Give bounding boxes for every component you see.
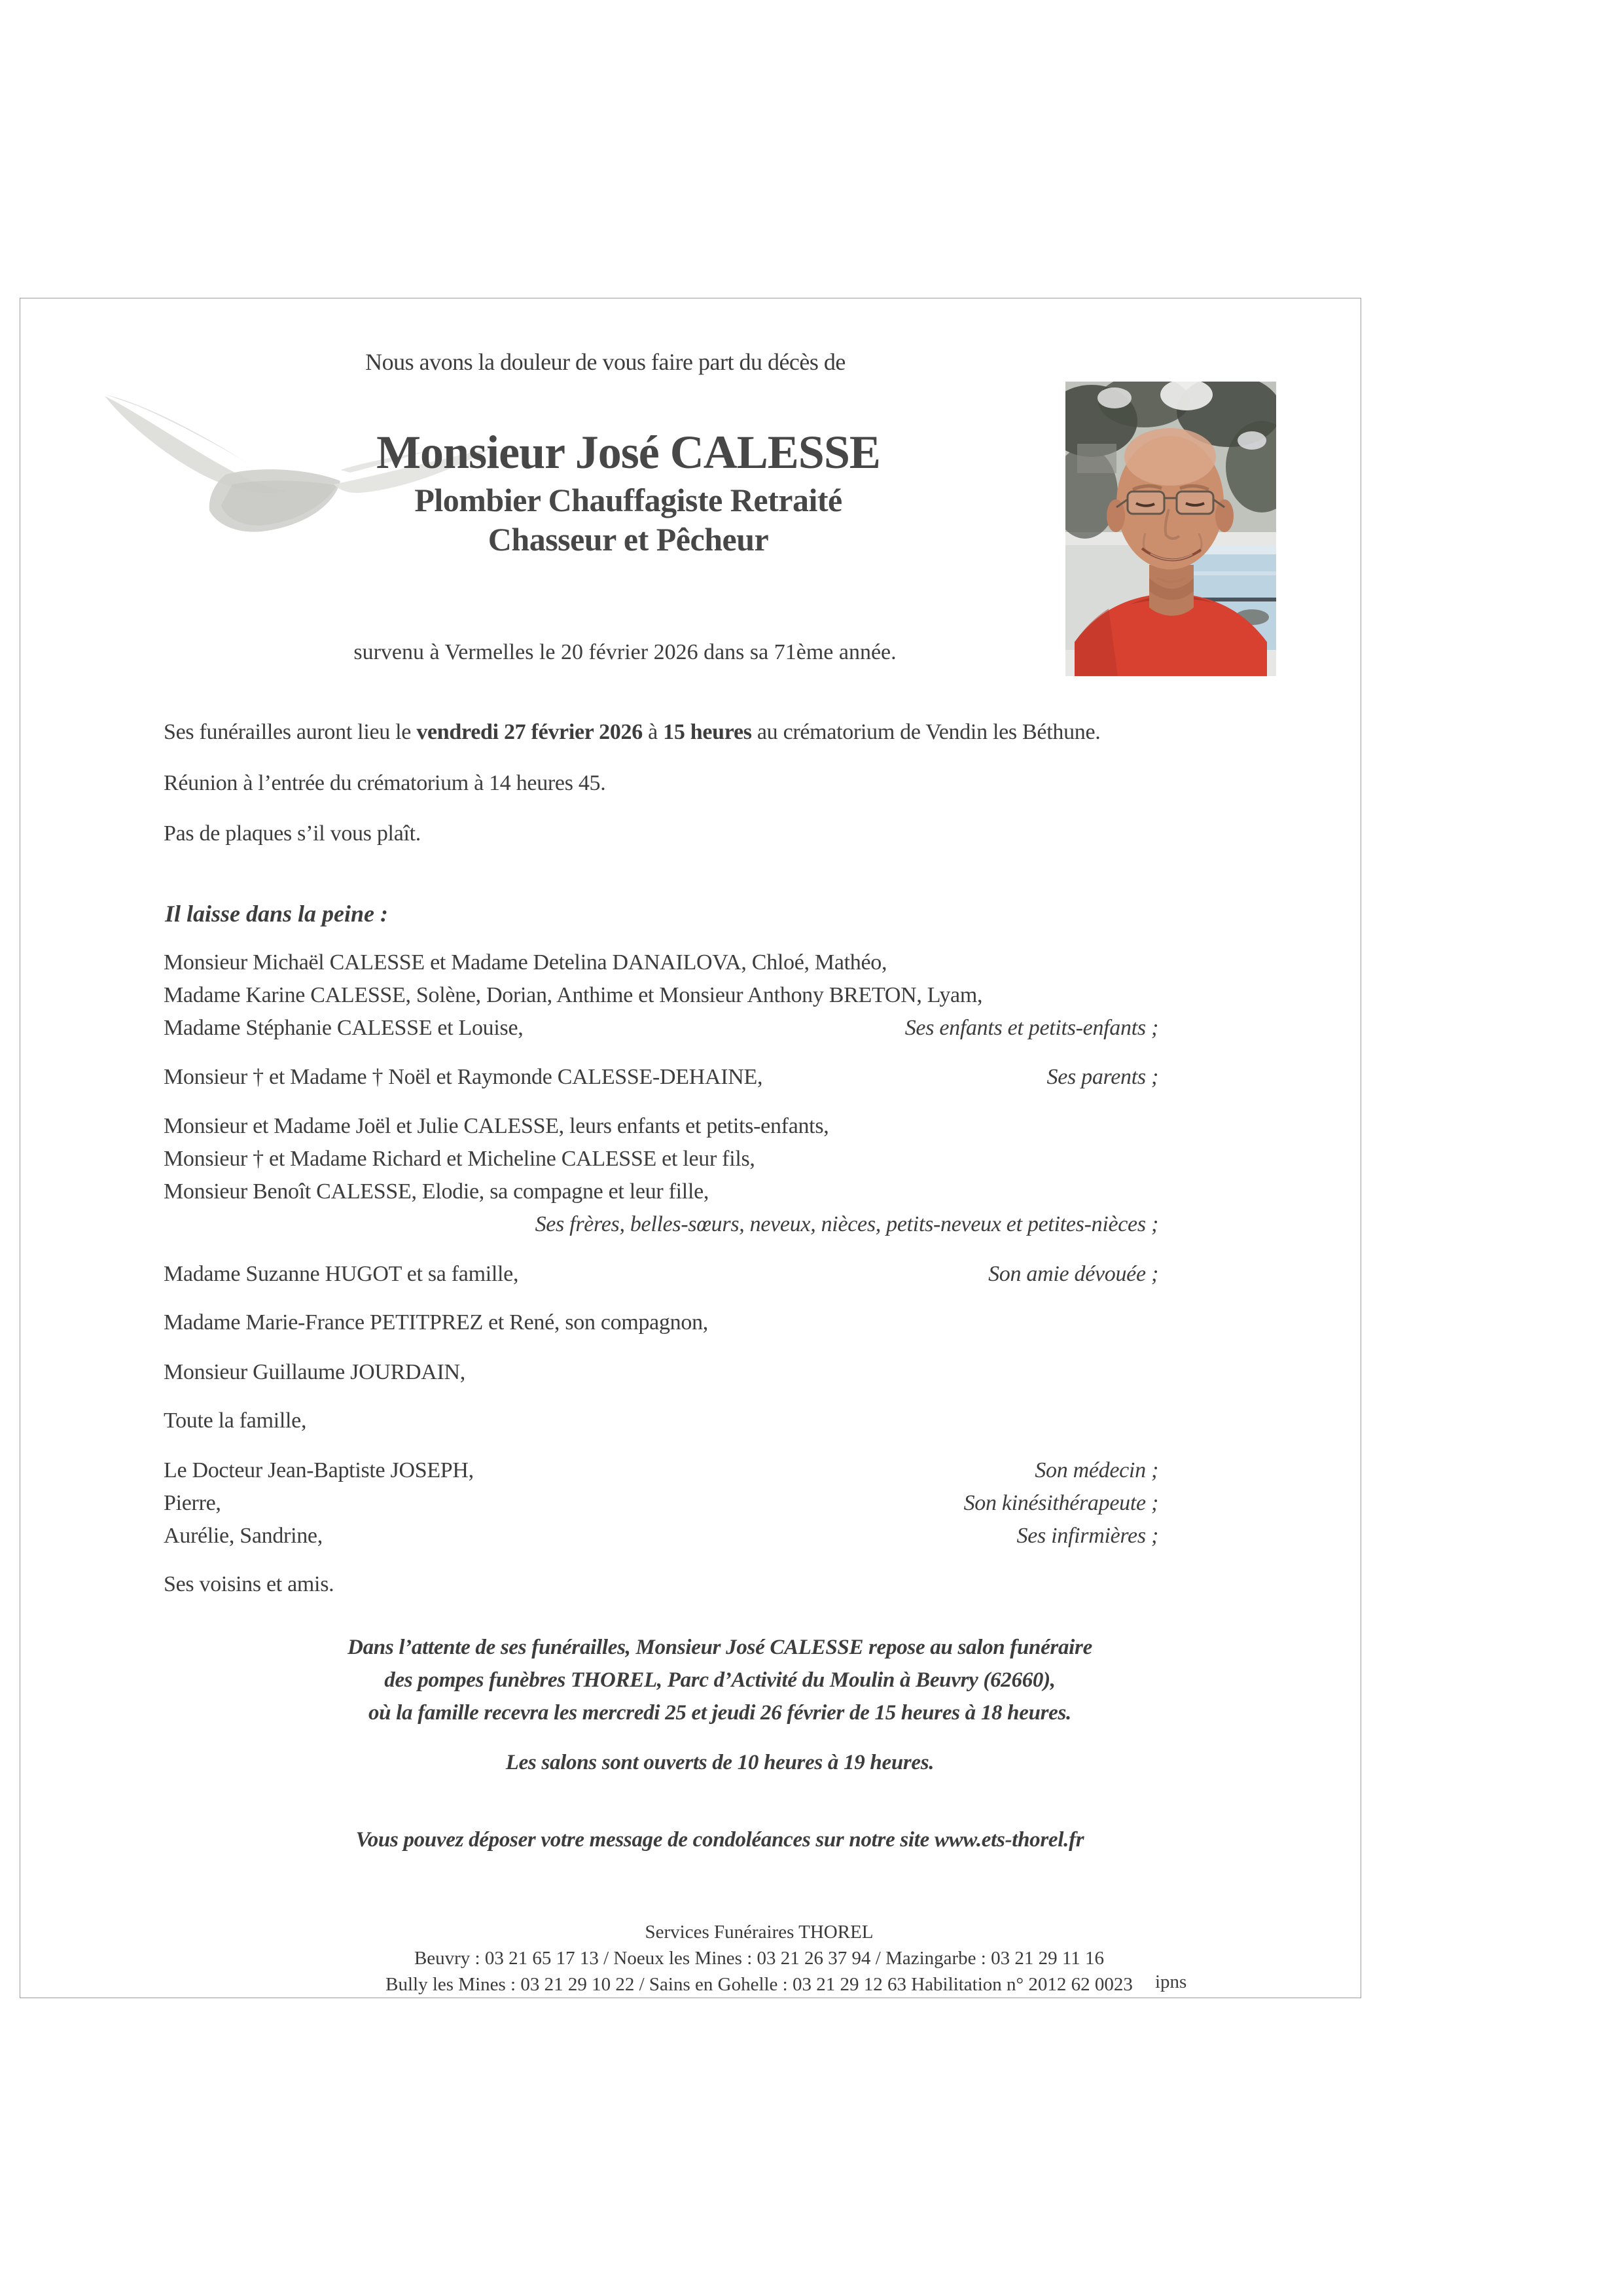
funeral-home-name: Services Funéraires THOREL — [645, 1922, 874, 1943]
mourner-row — [164, 1114, 1158, 1147]
ipns-mark: ipns — [1155, 1971, 1187, 1992]
resting-notice-line2: des pompes funèbres THOREL, Parc d’Activité du Moulin à Beuvry (62660), — [384, 1668, 1056, 1692]
mourner-text: Monsieur Guillaume JOURDAIN, — [164, 1360, 465, 1384]
mourner-relation-label: Son amie dévouée ; — [988, 1262, 1158, 1286]
deceased-hobbies: Chasseur et Pêcheur — [488, 521, 769, 558]
mourner-relation-label: Ses frères, belles-sœurs, neveux, nièces, petits-neveux et petites-nièces ; — [535, 1212, 1158, 1236]
funeral-line-1-pre: Ses funérailles auront lieu le — [164, 720, 417, 744]
funeral-line-1-mid: à — [642, 720, 664, 744]
funeral-line-2: Réunion à l’entrée du crématorium à 14 heures 45. — [164, 771, 606, 795]
mourner-text: Ses voisins et amis. — [164, 1572, 334, 1596]
condolences-line: Vous pouvez déposer votre message de condoléances sur notre site www.ets-thorel.fr — [355, 1828, 1084, 1852]
mourner-text: Monsieur Michaël CALESSE et Madame Detelina DANAILOVA, Chloé, Mathéo, — [164, 950, 887, 975]
mourner-text: Monsieur Benoît CALESSE, Elodie, sa compagne et leur fille, — [164, 1179, 709, 1204]
mourner-row — [164, 1491, 1158, 1524]
mourner-row — [164, 1016, 1158, 1049]
mourner-text: Toute la famille, — [164, 1408, 307, 1433]
mourner-row — [164, 1147, 1158, 1179]
mourner-row — [164, 950, 1158, 983]
salons-hours-line: Les salons sont ouverts de 10 heures à 19 heures. — [505, 1751, 935, 1774]
mourner-relation-label: Ses parents ; — [1046, 1065, 1158, 1089]
mourner-text: Monsieur † et Madame † Noël et Raymonde CALESSE-DEHAINE, — [164, 1065, 763, 1089]
funeral-home-footer — [216, 1919, 1302, 1998]
mourner-row — [164, 983, 1158, 1016]
funeral-date: vendredi 27 février 2026 — [416, 720, 643, 744]
mourner-text: Monsieur † et Madame Richard et Micheline CALESSE et leur fils, — [164, 1147, 755, 1171]
deceased-block — [167, 424, 1090, 559]
mourner-text: Monsieur et Madame Joël et Julie CALESSE, leurs enfants et petits-enfants, — [164, 1114, 829, 1138]
mourner-relation-label: Son kinésithérapeute ; — [963, 1491, 1158, 1515]
death-line: survenu à Vermelles le 20 février 2026 dans sa 71ème année. — [353, 640, 897, 664]
mourner-text: Le Docteur Jean-Baptiste JOSEPH, — [164, 1458, 474, 1482]
funeral-line-3: Pas de plaques s’il vous plaît. — [164, 821, 421, 846]
mourner-row — [164, 1524, 1158, 1556]
mourner-row — [164, 1572, 1158, 1605]
mourner-text: Madame Suzanne HUGOT et sa famille, — [164, 1262, 519, 1286]
intro-line: Nous avons la douleur de vous faire part du décès de — [365, 349, 846, 375]
mourner-text: Madame Stéphanie CALESSE et Louise, — [164, 1016, 524, 1040]
mourner-text: Pierre, — [164, 1491, 221, 1515]
mourner-relation-label: Ses enfants et petits-enfants ; — [904, 1016, 1158, 1040]
resting-notice-line3: où la famille recevra les mercredi 25 et jeudi 26 février de 15 heures à 18 heures. — [368, 1701, 1072, 1725]
deceased-profession: Plombier Chauffagiste Retraité — [414, 482, 842, 518]
mourner-text: Aurélie, Sandrine, — [164, 1524, 323, 1548]
mourner-row — [164, 1179, 1158, 1212]
funeral-time: 15 heures — [663, 720, 752, 744]
mourner-relation-label: Son médecin ; — [1035, 1458, 1158, 1482]
mourner-row — [164, 1408, 1158, 1441]
mourner-relation-label: Ses infirmières ; — [1016, 1524, 1158, 1548]
mourner-row — [164, 1065, 1158, 1098]
mourner-row — [164, 1458, 1158, 1491]
funeral-line-1-post: au crématorium de Vendin les Béthune. — [751, 720, 1101, 744]
funeral-home-phones-2: Bully les Mines : 03 21 29 10 22 / Sains en Gohelle : 03 21 29 12 63 Habilitation n° 2012 62 0023 — [385, 1974, 1133, 1995]
mourners-heading: Il laisse dans la peine : — [165, 901, 389, 927]
resting-notice — [164, 1631, 1276, 1729]
resting-notice-line1: Dans l’attente de ses funérailles, Monsieur José CALESSE repose au salon funéraire — [348, 1636, 1092, 1659]
portrait-photo — [1065, 382, 1276, 676]
mourner-text: Madame Karine CALESSE, Solène, Dorian, Anthime et Monsieur Anthony BRETON, Lyam, — [164, 983, 983, 1007]
funeral-home-phones-1: Beuvry : 03 21 65 17 13 / Noeux les Mines : 03 21 26 37 94 / Mazingarbe : 03 21 29 11 16 — [414, 1948, 1105, 1969]
mourner-text: Madame Marie-France PETITPREZ et René, son compagnon, — [164, 1310, 708, 1335]
mourner-row — [164, 1212, 1158, 1245]
deceased-name: Monsieur José CALESSE — [376, 426, 880, 478]
funeral-line-1 — [164, 720, 1381, 745]
mourner-row — [164, 1262, 1158, 1295]
mourner-row — [164, 1310, 1158, 1343]
mourner-row — [164, 1360, 1158, 1393]
